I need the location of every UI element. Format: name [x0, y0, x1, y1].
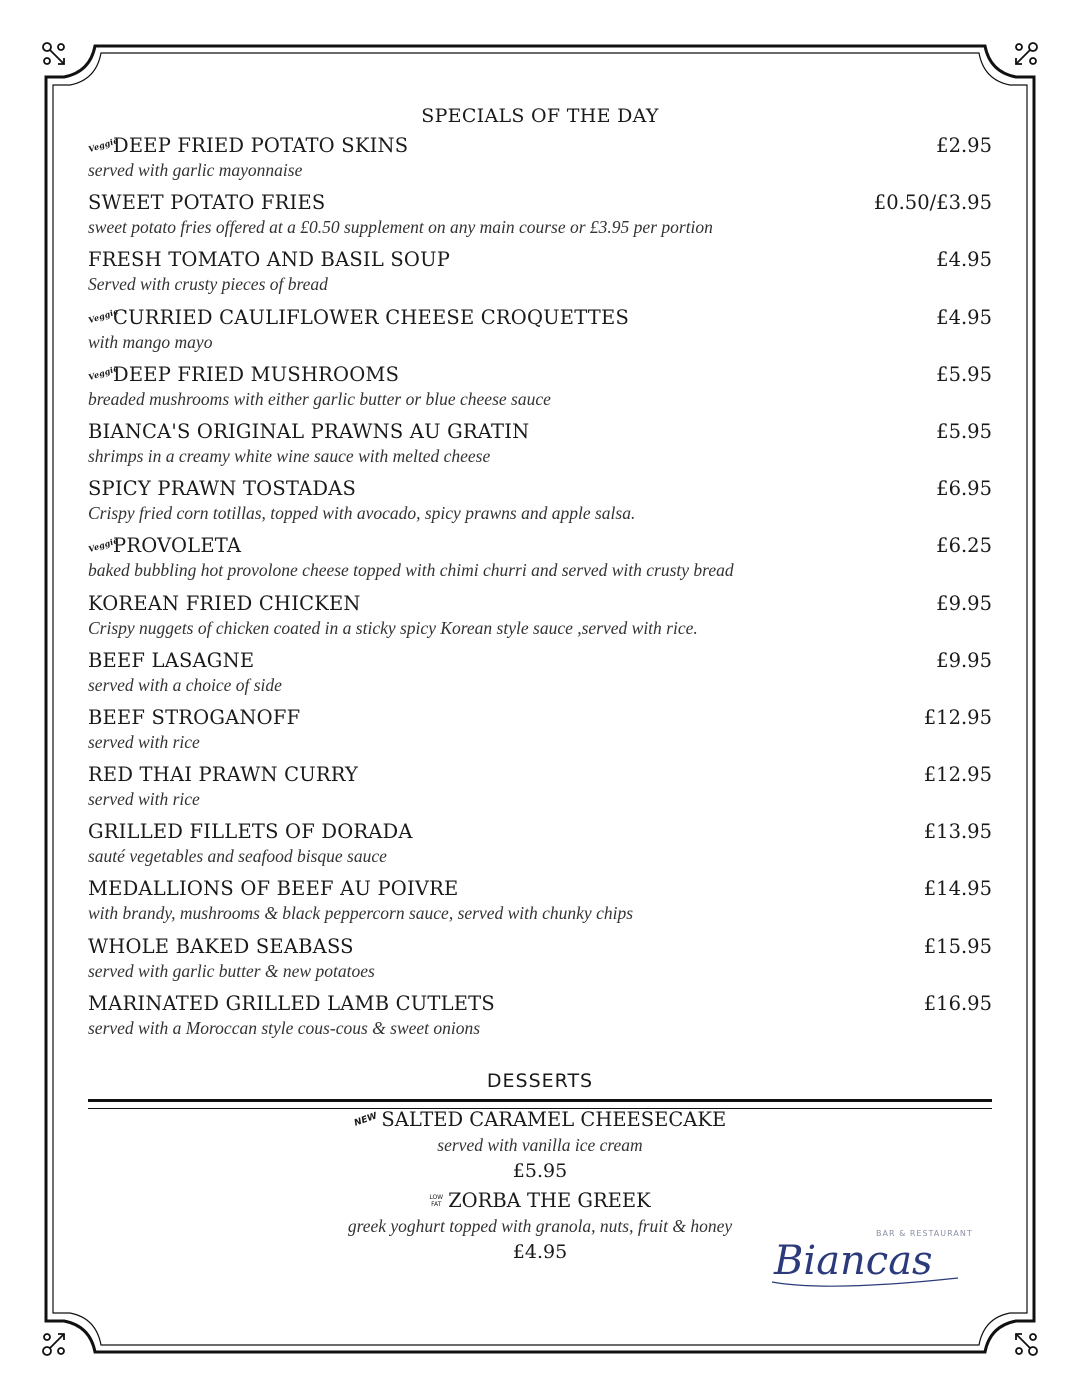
specials-section [88, 100, 992, 1047]
corner-ornament-icon [1010, 38, 1042, 70]
menu-item-name: PROVOLETA [113, 534, 242, 558]
dessert-description: greek yoghurt topped with granola, nuts, fruit & honey [347, 1216, 733, 1236]
menu-item-description: served with rice [88, 789, 200, 810]
menu-item [88, 475, 992, 532]
menu-item [88, 532, 992, 589]
logo-wordmark: Biancas [774, 1238, 933, 1284]
menu-item-description: sweet potato fries offered at a £0.50 supplement on any main course or £3.95 per portion [88, 217, 713, 238]
menu-item [88, 361, 992, 418]
menu-item [88, 933, 992, 990]
menu-item [88, 246, 992, 303]
menu-item-description: served with garlic mayonnaise [88, 160, 303, 180]
menu-item [88, 704, 992, 761]
menu-item-name: BEEF LASAGNE [88, 648, 255, 672]
menu-item [88, 189, 992, 246]
menu-item-price: £12.95 [923, 763, 992, 787]
veggie-icon: Veggie [86, 306, 120, 326]
menu-item-price: £4.95 [936, 305, 992, 329]
dessert-price: £5.95 [512, 1160, 568, 1182]
dessert-price: £4.95 [512, 1241, 568, 1263]
menu-item-name: MEDALLIONS OF BEEF AU POIVRE [88, 877, 459, 901]
menu-item [88, 761, 992, 818]
menu-item [88, 304, 992, 361]
dessert-name: ZORBA THE GREEK [448, 1189, 651, 1212]
menu-item-description: sauté vegetables and seafood bisque sauce [88, 846, 387, 867]
menu-item-name: MARINATED GRILLED LAMB CUTLETS [88, 991, 495, 1015]
menu-item-price: £6.25 [936, 534, 992, 558]
biancas-logo [768, 1222, 973, 1292]
menu-item-price: £5.95 [936, 362, 992, 386]
new-badge-icon: NEW [352, 1110, 379, 1129]
menu-item-price: £12.95 [923, 705, 992, 729]
specials-title: SPECIALS OF THE DAY [421, 105, 659, 127]
veggie-icon: Veggie [86, 534, 120, 554]
menu-item-name: KOREAN FRIED CHICKEN [88, 591, 361, 615]
menu-item-price: £15.95 [923, 934, 992, 958]
low-fat-badge-icon: LOW FAT [429, 1193, 444, 1208]
menu-item-name: GRILLED FILLETS OF DORADA [88, 820, 413, 844]
menu-item-name: SPICY PRAWN TOSTADAS [88, 477, 357, 501]
menu-item-price: £2.95 [936, 134, 992, 157]
menu-item-description: Crispy fried corn totillas, topped with avocado, spicy prawns and apple salsa. [88, 503, 636, 524]
corner-ornament-icon [38, 1328, 70, 1360]
menu-item-name: FRESH TOMATO AND BASIL SOUP [88, 248, 451, 272]
menu-item-description: baked bubbling hot provolone cheese topped with chimi churri and served with crusty bread [88, 560, 734, 581]
menu-item-description: Served with crusty pieces of bread [88, 274, 328, 295]
veggie-icon: Veggie [86, 363, 120, 383]
menu-item [88, 875, 992, 932]
menu-item-price: £6.95 [936, 477, 992, 501]
menu-item-description: with mango mayo [88, 331, 213, 352]
menu-item-name: BIANCA'S ORIGINAL PRAWNS AU GRATIN [88, 419, 530, 443]
menu-item-description: served with a choice of side [88, 674, 282, 695]
corner-ornament-icon [1010, 1328, 1042, 1360]
menu-item-name: CURRIED CAULIFLOWER CHEESE CROQUETTES [113, 305, 629, 329]
menu-item-price: £16.95 [923, 991, 992, 1015]
menu-item-description: shrimps in a creamy white wine sauce with melted cheese [88, 445, 491, 466]
menu-item [88, 132, 992, 189]
dessert-name: SALTED CARAMEL CHEESECAKE [381, 1108, 727, 1131]
menu-item-name: DEEP FRIED MUSHROOMS [113, 362, 400, 386]
menu-item-name: DEEP FRIED POTATO SKINS [113, 134, 409, 157]
menu-item [88, 590, 992, 647]
menu-item-description: served with garlic butter & new potatoes [88, 960, 375, 981]
menu-item-price: £13.95 [923, 820, 992, 844]
dessert-item [88, 1108, 992, 1182]
menu-item-name: RED THAI PRAWN CURRY [88, 763, 359, 787]
menu-item [88, 647, 992, 704]
corner-ornament-icon [38, 38, 70, 70]
menu-item-price: £0.50/£3.95 [873, 191, 992, 215]
menu-item-name: SWEET POTATO FRIES [88, 191, 326, 215]
logo-tagline: BAR & RESTAURANT [876, 1229, 973, 1238]
menu-item-description: breaded mushrooms with either garlic butter or blue cheese sauce [88, 388, 551, 409]
menu-item-price: £9.95 [936, 648, 992, 672]
menu-item [88, 818, 992, 875]
specials-list [88, 132, 992, 1047]
menu-item-price: £5.95 [936, 419, 992, 443]
desserts-title: DESSERTS [486, 1070, 594, 1092]
menu-item-price: £4.95 [936, 248, 992, 272]
menu-item-price: £14.95 [923, 877, 992, 901]
menu-item-description: with brandy, mushrooms & black peppercorn sauce, served with chunky chips [88, 903, 634, 924]
dessert-description: served with vanilla ice cream [437, 1135, 643, 1155]
menu-item-description: served with rice [88, 731, 200, 752]
menu-item-price: £9.95 [936, 591, 992, 615]
veggie-icon: Veggie [86, 134, 120, 154]
menu-item [88, 990, 992, 1047]
menu-item-name: BEEF STROGANOFF [88, 705, 301, 729]
menu-item-name: WHOLE BAKED SEABASS [88, 934, 354, 958]
menu-item-description: Crispy nuggets of chicken coated in a sticky spicy Korean style sauce ,served with rice. [88, 617, 698, 638]
menu-item [88, 418, 992, 475]
menu-item-description: served with a Moroccan style cous-cous & sweet onions [88, 1017, 481, 1038]
